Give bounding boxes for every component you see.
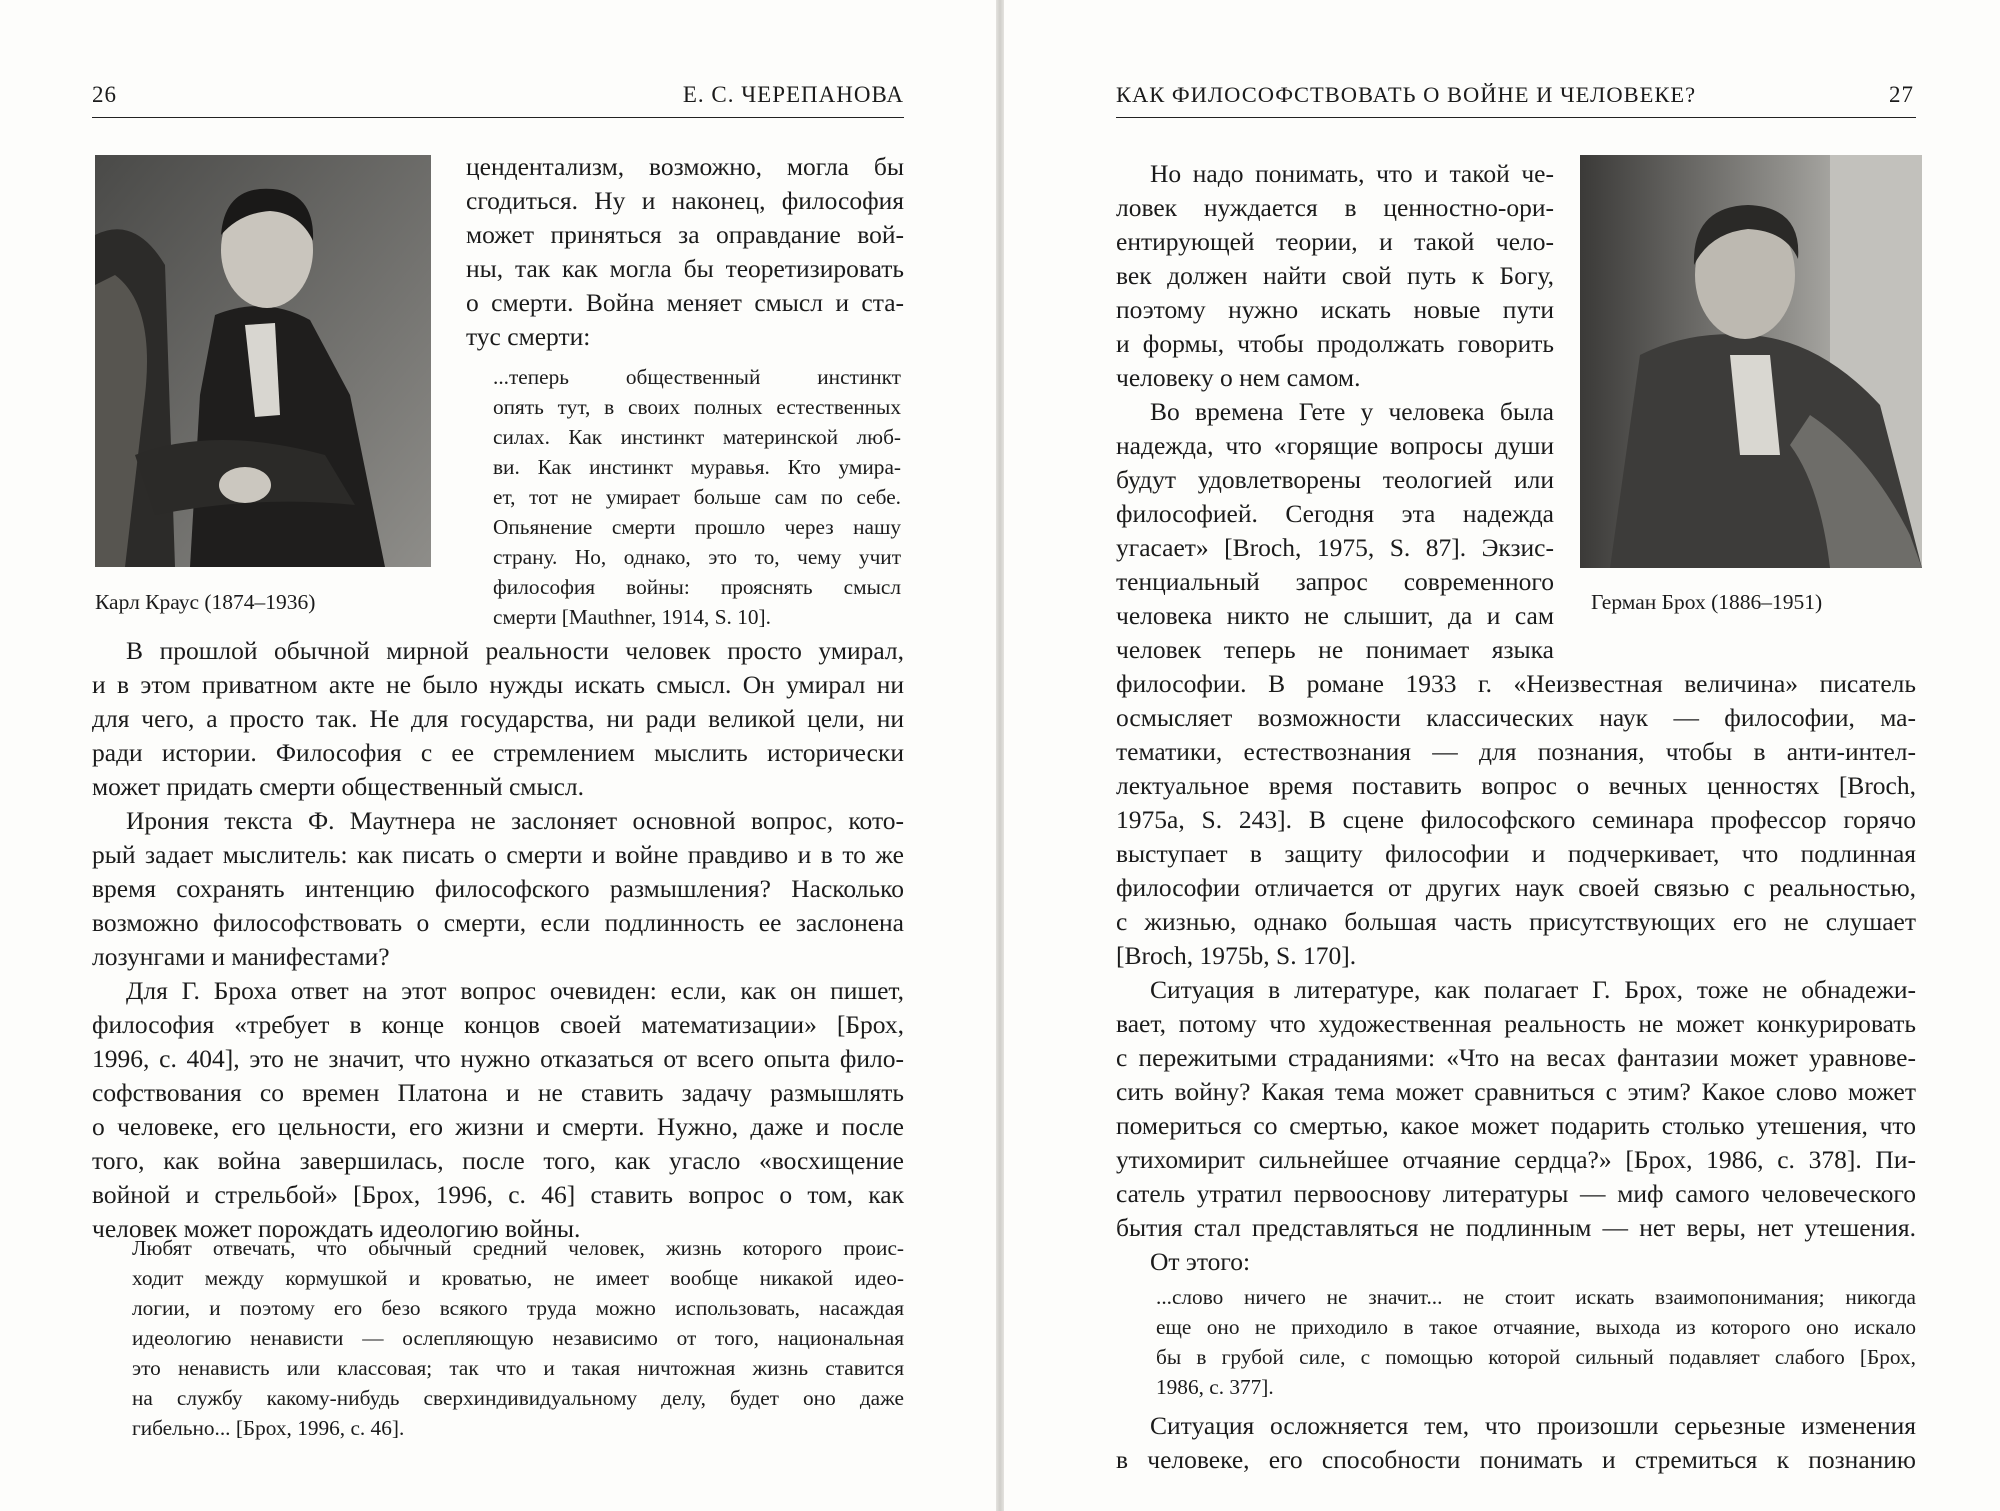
text-line: угасает» [Broch, 1975, S. 87]. Экзис- bbox=[1116, 533, 1554, 562]
body-text-block bbox=[1116, 667, 1916, 1279]
quote-line: ...теперь общественный инстинкт bbox=[493, 365, 901, 389]
text-line: сатель утратил первооснову литературы — миф самого человеческого bbox=[1116, 1179, 1916, 1208]
text-line: выступает в защиту философии и подчеркивает, что подлинная bbox=[1116, 839, 1916, 868]
text-line: философия «требует в конце концов своей математизации» [Брох, bbox=[92, 1010, 904, 1039]
book-spine bbox=[996, 0, 1004, 1511]
text-line: о смерти. Война меняет смысл и ста- bbox=[466, 288, 904, 317]
text-line: лектуальное время поставить вопрос о вечных ценностях [Broch, bbox=[1116, 771, 1916, 800]
text-line: тематики, естествознания — для познания, чтобы в анти-интел- bbox=[1116, 737, 1916, 766]
quote-line: ...слово ничего не значит... не стоит искать взаимопонимания; никогда bbox=[1156, 1285, 1916, 1309]
quote-line: гибельно... [Брох, 1996, с. 46]. bbox=[132, 1416, 405, 1440]
photo-caption: Карл Краус (1874–1936) bbox=[95, 590, 316, 614]
text-line: и формы, чтобы продолжать говорить bbox=[1116, 329, 1554, 358]
quote-line: Опьянение смерти прошло через нашу bbox=[493, 515, 901, 539]
text-line: Ситуация в литературе, как полагает Г. Брох, тоже не обнадежи- bbox=[1150, 975, 1916, 1004]
text-line: ради истории. Философия с ее стремлением мыслить исторически bbox=[92, 738, 904, 767]
running-head-author: Е. С. ЧЕРЕПАНОВА bbox=[682, 82, 904, 107]
text-line: Для Г. Броха ответ на этот вопрос очевиден: если, как он пишет, bbox=[126, 976, 904, 1005]
text-line: 1975a, S. 243]. В сцене философского семинара профессор горячо bbox=[1116, 805, 1916, 834]
portrait-photo-broch bbox=[1580, 155, 1922, 568]
text-line: время сохранять интенцию философского размышления? Насколько bbox=[92, 874, 904, 903]
text-line: век должен найти свой путь к Богу, bbox=[1116, 261, 1554, 290]
text-line: Ирония текста Ф. Маутнера не заслоняет основной вопрос, кото- bbox=[126, 806, 904, 835]
quote-line: ви. Как инстинкт муравья. Кто умира- bbox=[493, 455, 901, 479]
quote-line: силах. Как инстинкт материнской люб- bbox=[493, 425, 901, 449]
text-line: возможно философствовать о смерти, если подлинность ее заслонена bbox=[92, 908, 904, 937]
text-line: Но надо понимать, что и такой че- bbox=[1150, 159, 1554, 188]
text-line: поэтому нужно искать новые пути bbox=[1116, 295, 1554, 324]
text-line: человеку о нем самом. bbox=[1116, 363, 1361, 392]
text-line: человек теперь не понимает языка bbox=[1116, 635, 1554, 664]
text-line: философией. Сегодня эта надежда bbox=[1116, 499, 1554, 528]
quote-line: ет, тот не умирает больше сам по себе. bbox=[493, 485, 901, 509]
quote-line: бы в грубой силе, с помощью которой сильный подавляет слабого [Брох, bbox=[1156, 1345, 1916, 1369]
text-line: В прошлой обычной мирной реальности человек просто умирал, bbox=[126, 636, 904, 665]
left-page bbox=[0, 0, 996, 1511]
text-line: утихомирит сильнейшее отчаяние сердца?» [Брох, 1986, с. 378]. Пи- bbox=[1116, 1145, 1916, 1174]
quote-line: еще оно не приходило в такое отчаяние, выхода из которого оно искало bbox=[1156, 1315, 1916, 1339]
header-rule bbox=[1116, 117, 1916, 118]
text-line: сить войну? Какая тема может сравниться с этим? Какое слово может bbox=[1116, 1077, 1916, 1106]
text-line: цендентализм, возможно, могла бы bbox=[466, 152, 904, 181]
right-page bbox=[1004, 0, 2000, 1511]
text-line: человек может порождать идеологию войны. bbox=[92, 1214, 581, 1243]
side-text-block bbox=[1116, 157, 1554, 667]
quote-line: философия войны: прояснять смысл bbox=[493, 575, 901, 599]
photo-caption: Герман Брох (1886–1951) bbox=[1591, 590, 1823, 614]
text-line: будут удовлетворены теологией или bbox=[1116, 465, 1554, 494]
page-number: 26 bbox=[92, 82, 117, 107]
running-head-title: КАК ФИЛОСОФСТВОВАТЬ О ВОЙНЕ И ЧЕЛОВЕКЕ? bbox=[1116, 82, 1697, 107]
text-line: лозунгами и манифестами? bbox=[92, 942, 390, 971]
text-line: философии отличается от других наук своей связью с реальностью, bbox=[1116, 873, 1916, 902]
text-line: тенциальный запрос современного bbox=[1116, 567, 1554, 596]
text-line: надежда, что «горящие вопросы души bbox=[1116, 431, 1554, 460]
text-line: человека никто не слышит, да и сам bbox=[1116, 601, 1554, 630]
text-line: Во времена Гете у человека была bbox=[1150, 397, 1554, 426]
text-line: бытия стал представляться не подлинным — нет веры, нет утешения. bbox=[1116, 1213, 1916, 1242]
closing-text-block bbox=[1116, 1409, 1916, 1477]
text-line: для чего, а просто так. Не для государства, ни ради великой цели, ни bbox=[92, 704, 904, 733]
portrait-broch-illustration bbox=[1580, 155, 1922, 568]
text-line: софствования со времен Платона и не ставить задачу размышлять bbox=[92, 1078, 904, 1107]
text-line: помериться со смертью, какое может подарить столько утешения, что bbox=[1116, 1111, 1916, 1140]
text-line: с пережитыми страданиями: «Что на весах фантазии может уравнове- bbox=[1116, 1043, 1916, 1072]
text-line: От этого: bbox=[1150, 1247, 1251, 1276]
text-line: с жизнью, однако большая часть присутствующих его не слушает bbox=[1116, 907, 1916, 936]
text-line: в человеке, его способности понимать и стремиться к познанию bbox=[1116, 1445, 1916, 1474]
header-rule bbox=[92, 117, 904, 118]
text-line: может придать смерти общественный смысл. bbox=[92, 772, 584, 801]
text-line: сгодиться. Ну и наконец, философия bbox=[466, 186, 904, 215]
text-line: вает, потому что художественная реальность не может конкурировать bbox=[1116, 1009, 1916, 1038]
text-line: философии. В романе 1933 г. «Неизвестная величина» писатель bbox=[1116, 669, 1916, 698]
side-quote-block bbox=[493, 362, 901, 632]
portrait-photo-kraus bbox=[95, 155, 431, 567]
text-line: рый задает мыслитель: как писать о смерти и войне правдиво и в то же bbox=[92, 840, 904, 869]
text-line: Ситуация осложняется тем, что произошли серьезные изменения bbox=[1150, 1411, 1916, 1440]
portrait-kraus-illustration bbox=[95, 155, 431, 567]
text-line: ны, так как могла бы теоретизировать bbox=[466, 254, 904, 283]
text-line: и в этом приватном акте не было нужды искать смысл. Он умирал ни bbox=[92, 670, 904, 699]
quote-block bbox=[1156, 1282, 1916, 1402]
text-line: может приняться за оправдание вой- bbox=[466, 220, 904, 249]
bottom-quote-block bbox=[132, 1233, 904, 1443]
quote-line: 1986, с. 377]. bbox=[1156, 1375, 1274, 1399]
text-line: о человеке, его цельности, его жизни и смерти. Нужно, даже и после bbox=[92, 1112, 904, 1141]
text-line: ловек нуждается в ценностно-ори- bbox=[1116, 193, 1554, 222]
quote-line: смерти [Mauthner, 1914, S. 10]. bbox=[493, 605, 771, 629]
side-text-block bbox=[466, 150, 904, 354]
quote-line: логии, и поэтому его безо всякого труда можно использовать, насаждая bbox=[132, 1296, 904, 1320]
page-number: 27 bbox=[1889, 82, 1914, 107]
body-text-block bbox=[92, 634, 904, 1246]
text-line: войной и стрельбой» [Брох, 1996, с. 46] ставить вопрос о том, как bbox=[92, 1180, 904, 1209]
text-line: 1996, с. 404], это не значит, что нужно отказаться от всего опыта фило- bbox=[92, 1044, 904, 1073]
text-line: того, как война завершилась, после того, как угасло «восхищение bbox=[92, 1146, 904, 1175]
quote-line: на службу какому-нибудь сверхиндивидуальному делу, будет оно даже bbox=[132, 1386, 904, 1410]
quote-line: опять тут, в своих полных естественных bbox=[493, 395, 901, 419]
text-line: тус смерти: bbox=[466, 322, 591, 351]
quote-line: ходит между кормушкой и кроватью, не имеет вообще никакой идео- bbox=[132, 1266, 904, 1290]
quote-line: страну. Но, однако, это то, чему учит bbox=[493, 545, 901, 569]
text-line: ентирующей теории, и такой чело- bbox=[1116, 227, 1554, 256]
quote-line: Любят отвечать, что обычный средний человек, жизнь которого проис- bbox=[132, 1236, 904, 1260]
text-line: осмысляет возможности классических наук — философии, ма- bbox=[1116, 703, 1916, 732]
text-line: [Broch, 1975b, S. 170]. bbox=[1116, 941, 1357, 970]
quote-line: идеологию ненависти — ослепляющую независимо от того, национальная bbox=[132, 1326, 904, 1350]
quote-line: это ненависть или классовая; так что и такая ничтожная жизнь ставится bbox=[132, 1356, 904, 1380]
